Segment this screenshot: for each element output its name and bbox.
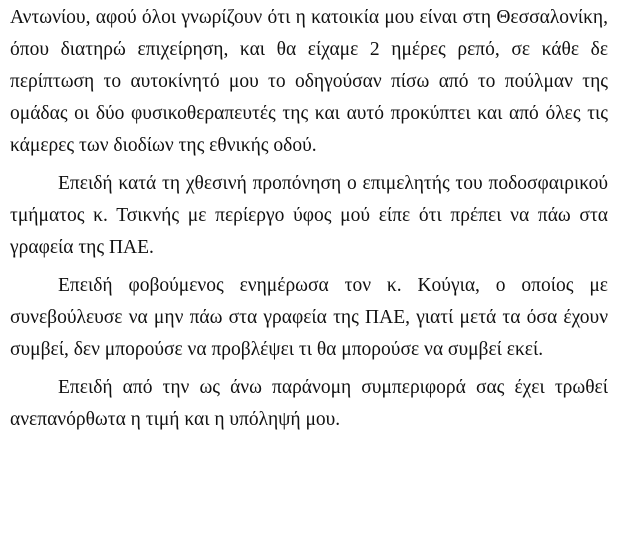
text-line: πούλμαν της ομάδας οι δύο φυσικοθεραπευτές της και αυτό προκύπτει xyxy=(10,71,608,124)
text-line: Αντωνίου, αφού όλοι γνωρίζουν ότι η κατοικία μου είναι στη xyxy=(10,7,492,28)
text-line: Επειδή κατά τη χθεσινή προπόνηση ο επιμελητής του xyxy=(58,173,483,194)
paragraph-p1 xyxy=(10,2,608,162)
text-line: Θεσσαλονίκη, όπου διατηρώ επιχείρηση, και θα είχαμε 2 ημέρες ρεπό, xyxy=(10,7,608,60)
paragraph-p2 xyxy=(10,168,608,264)
text-line: έχουν συμβεί, δεν μπορούσε να προβλέψει τι θα μπορούσε να συμβεί xyxy=(10,307,609,360)
text-line: ποδοσφαιρικού τμήματος κ. Τσικνής με περίεργο ύφος μού είπε ότι xyxy=(10,173,609,226)
text-line: και από όλες τις κάμερες των διοδίων της εθνικής οδού. xyxy=(10,103,608,156)
text-line: σε κάθε δε περίπτωση το αυτοκίνητό μου το οδηγούσαν πίσω από το xyxy=(10,39,609,92)
text-line: ανεπανόρθωτα η τιμή και η υπόληψή μου. xyxy=(10,409,341,430)
text-line: συνεβούλευσε να μην πάω στα γραφεία της ΠΑΕ, γιατί μετά τα όσα xyxy=(10,307,558,328)
text-line: πρέπει να πάω στα γραφεία της ΠΑΕ. xyxy=(10,205,608,258)
text-line: Επειδή από την ως άνω παράνομη συμπεριφορά σας έχει τρωθεί xyxy=(58,377,608,398)
text-line: Επειδή φοβούμενος ενημέρωσα τον κ. Κούγια, ο οποίος με xyxy=(58,275,608,296)
paragraph-p4 xyxy=(10,372,608,436)
text-line: εκεί. xyxy=(506,339,544,360)
document-body xyxy=(10,2,608,436)
paragraph-p3 xyxy=(10,270,608,366)
